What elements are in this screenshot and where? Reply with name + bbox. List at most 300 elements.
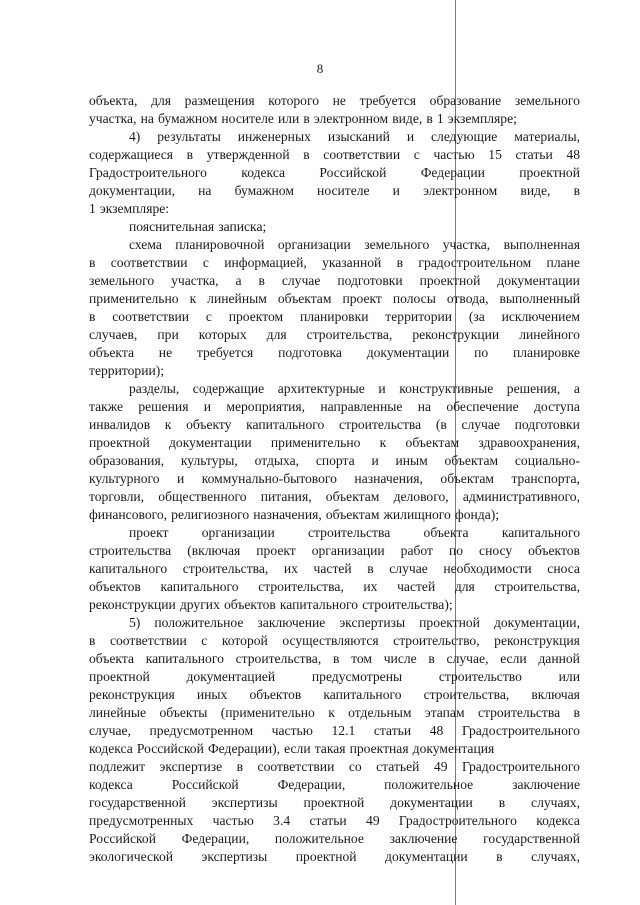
word: линейного <box>519 327 580 342</box>
word: объектов <box>89 579 141 594</box>
word: электронном <box>313 111 389 126</box>
word: иным <box>395 453 428 468</box>
word: в <box>89 309 96 324</box>
word: государственной <box>483 831 580 846</box>
word: полосы <box>392 291 436 306</box>
word: проектной <box>295 849 357 864</box>
word: положительное <box>274 831 364 846</box>
word: документации <box>385 849 468 864</box>
word: для <box>454 579 475 594</box>
text-line <box>89 470 580 488</box>
body-text <box>89 92 580 866</box>
word: статьи <box>373 723 412 738</box>
text-line <box>89 236 580 254</box>
word: содержащие <box>192 381 265 396</box>
word: осуществляются <box>282 633 379 648</box>
word: данной <box>538 651 580 666</box>
word: числе <box>383 651 417 666</box>
word: объектам <box>325 507 380 522</box>
word: соответствии <box>323 147 401 162</box>
word: здравоохранения, <box>478 435 580 450</box>
word: (включая <box>187 543 241 558</box>
word: и <box>177 471 185 486</box>
word: строительства, <box>258 579 344 594</box>
text-line <box>89 452 580 470</box>
word: строительства); <box>362 597 453 612</box>
word: реконструкция <box>494 633 580 648</box>
text-line <box>89 146 580 164</box>
text-line <box>89 704 580 722</box>
word: соответствии <box>110 255 188 270</box>
text-line <box>89 434 580 452</box>
word: материалы, <box>514 129 580 144</box>
word: документации <box>366 345 450 360</box>
word: экспертизе <box>159 759 223 774</box>
word: объектов <box>249 687 302 702</box>
word: коммунально-бытового <box>201 471 337 486</box>
word: с <box>205 309 212 324</box>
text-line <box>89 560 580 578</box>
word: для <box>266 327 287 342</box>
word: бумажном <box>234 183 294 198</box>
word: делового, <box>393 489 449 504</box>
text-line <box>89 380 580 398</box>
word: которой <box>221 633 268 648</box>
word: в <box>426 111 433 126</box>
word: пояснительная <box>129 219 215 234</box>
word: заключение <box>257 615 326 630</box>
word: заключение <box>389 831 458 846</box>
word: носителе <box>317 183 370 198</box>
word: записка; <box>218 219 267 234</box>
word: 4) <box>129 129 141 144</box>
word: обеспечение <box>446 399 519 414</box>
text-line <box>89 182 580 200</box>
word: планировочной <box>175 237 265 252</box>
word: организации <box>311 543 385 558</box>
word: строительства, <box>423 687 510 702</box>
word: 15 <box>488 147 502 162</box>
word: документации <box>169 435 252 450</box>
word: организации <box>277 237 351 252</box>
word: объекта <box>89 345 135 360</box>
word: 12.1 <box>331 723 356 738</box>
word: подготовки <box>337 273 403 288</box>
text-line <box>89 398 580 416</box>
text-line <box>89 524 580 542</box>
word: а <box>573 381 580 396</box>
word: архитектурные <box>277 381 365 396</box>
word: экспертизы <box>211 795 278 810</box>
text-line <box>89 596 580 614</box>
word: документации <box>390 795 473 810</box>
word: общественного <box>158 489 247 504</box>
word: Российской <box>89 831 156 846</box>
word: носителе <box>221 111 274 126</box>
word: проектом <box>228 309 284 324</box>
word: организации <box>201 525 275 540</box>
word: и <box>378 381 386 396</box>
word: случае <box>281 273 321 288</box>
word: 1 <box>89 201 96 216</box>
word: отвода, <box>446 291 489 306</box>
word: в <box>258 273 265 288</box>
word: для <box>151 93 172 108</box>
word: положительное <box>154 615 244 630</box>
word: строительства, <box>306 327 393 342</box>
word: плане <box>546 255 580 270</box>
word: соответствии <box>112 309 190 324</box>
word: объектам <box>440 471 494 486</box>
word: проект <box>129 525 169 540</box>
word: в <box>573 183 580 198</box>
text-line <box>89 740 580 758</box>
word: частью <box>433 147 475 162</box>
word: кодекса <box>536 813 580 828</box>
word: экземпляре; <box>447 111 517 126</box>
word: территории <box>385 309 453 324</box>
word: проектной <box>89 669 150 684</box>
word: решения, <box>506 381 561 396</box>
word: по <box>474 345 489 360</box>
word: административного, <box>462 489 580 504</box>
word: планировки <box>299 309 369 324</box>
word: утвержденной <box>206 147 290 162</box>
word: случаев, <box>89 327 138 342</box>
word: частью <box>212 813 254 828</box>
word: и <box>371 453 379 468</box>
word: экземпляре: <box>99 201 170 216</box>
word: случае, <box>446 651 489 666</box>
word: предусмотренных <box>89 813 194 828</box>
word: доступа <box>534 399 580 414</box>
word: положительное <box>384 777 474 792</box>
word: фонда); <box>454 507 500 522</box>
word: статьи <box>515 147 553 162</box>
text-line <box>89 794 580 812</box>
word: в <box>428 651 435 666</box>
text-line <box>89 344 580 362</box>
word: результаты <box>157 129 221 144</box>
text-line <box>89 614 580 632</box>
word: государственной <box>89 795 186 810</box>
word: в <box>89 255 96 270</box>
text-line <box>89 578 580 596</box>
word: кодекса <box>241 165 286 180</box>
word: том <box>351 651 372 666</box>
word: в <box>498 795 506 810</box>
word: подготовки <box>514 417 580 432</box>
word: в <box>367 561 374 576</box>
word: инженерных <box>237 129 311 144</box>
word: к <box>328 705 335 720</box>
word: (применительно <box>220 705 315 720</box>
word: с <box>413 147 420 162</box>
word: отдыха, <box>254 453 300 468</box>
word: частей <box>313 561 352 576</box>
word: образования, <box>89 453 165 468</box>
word: участка, <box>89 111 137 126</box>
word: капитального <box>501 525 580 540</box>
text-line <box>89 506 580 524</box>
word: объекта <box>423 525 469 540</box>
word: 48 <box>429 723 444 738</box>
word: реконструкции <box>412 327 500 342</box>
word: требуется <box>359 93 417 108</box>
word: Градостроительного <box>461 723 580 738</box>
word: иных <box>196 687 228 702</box>
word: реконструкции <box>89 597 176 612</box>
word: если <box>500 651 527 666</box>
word: содержащиеся <box>89 147 174 162</box>
word: не <box>158 345 173 360</box>
text-line <box>89 128 580 146</box>
word: документации, <box>493 615 580 630</box>
word: линейные <box>89 705 147 720</box>
word: социально- <box>514 453 580 468</box>
word: реконструкция <box>89 687 175 702</box>
word: и <box>203 399 212 414</box>
word: капитального <box>160 579 239 594</box>
word: к <box>379 435 387 450</box>
word: с <box>202 255 209 270</box>
word: указанной <box>322 255 382 270</box>
word: если <box>284 741 311 756</box>
word: (за <box>468 309 485 324</box>
word: в <box>89 633 96 648</box>
text-line <box>89 650 580 668</box>
word: строительство <box>438 669 522 684</box>
word: земельного <box>514 93 580 108</box>
word: проект <box>256 543 296 558</box>
word: других <box>179 597 220 612</box>
word: на <box>198 183 212 198</box>
word: виде, <box>520 183 551 198</box>
word: экспертизы <box>339 615 406 630</box>
word: случае <box>389 561 428 576</box>
word: Федерации, <box>181 831 250 846</box>
word: сносу <box>479 543 513 558</box>
text-line <box>89 812 580 830</box>
text-line <box>89 326 580 344</box>
word: в <box>303 147 310 162</box>
word: или <box>558 669 580 684</box>
word: культурного <box>89 471 160 486</box>
word: строительства <box>477 705 561 720</box>
word: градостроительном <box>418 255 532 270</box>
word: документацией <box>186 669 276 684</box>
word: подготовка <box>278 345 342 360</box>
text-line <box>89 668 580 686</box>
word: конструктивные <box>399 381 494 396</box>
word: проектной <box>419 273 481 288</box>
word: 49 <box>366 813 380 828</box>
word: назначения, <box>354 471 423 486</box>
word: проектной <box>519 165 580 180</box>
word: проект <box>342 291 382 306</box>
word: объектам <box>444 453 499 468</box>
word: документация <box>412 741 495 756</box>
text-line <box>89 164 580 182</box>
word: включая <box>531 687 580 702</box>
word: объекты <box>159 705 208 720</box>
text-line <box>89 686 580 704</box>
word: объекта <box>89 651 135 666</box>
word: следующие <box>431 129 498 144</box>
word: линейным <box>207 291 267 306</box>
word: применительно <box>270 435 361 450</box>
word: Градостроительного <box>461 759 580 774</box>
word: объекта, <box>89 93 138 108</box>
text-line <box>89 758 580 776</box>
word: Градостроительного <box>398 813 517 828</box>
word: 5) <box>129 615 141 630</box>
text-line <box>89 722 580 740</box>
word: к <box>189 291 197 306</box>
word: строительства, <box>182 561 269 576</box>
word: финансового, <box>89 507 168 522</box>
word: Федерации <box>420 165 485 180</box>
word: предусмотрены <box>311 669 403 684</box>
word: в <box>396 255 404 270</box>
word: Российской <box>171 777 239 792</box>
word: жилищного <box>383 507 451 522</box>
word: в <box>496 849 503 864</box>
word: капитального <box>279 597 359 612</box>
word: Градостроительного <box>89 165 207 180</box>
word: Российской <box>319 165 387 180</box>
word: документации, <box>89 183 176 198</box>
word: статьи <box>309 813 347 828</box>
word: объекту <box>186 417 232 432</box>
word: с <box>201 633 208 648</box>
word: на <box>417 399 432 414</box>
word: Федерации), <box>207 741 281 756</box>
word: применительно <box>89 291 179 306</box>
text-line <box>89 92 580 110</box>
word: предусмотренном <box>149 723 254 738</box>
word: строительства, <box>494 579 580 594</box>
word: выполненная <box>503 237 580 252</box>
word: бумажном <box>157 111 218 126</box>
word: необходимости <box>443 561 532 576</box>
word: выполненный <box>499 291 580 306</box>
word: земельного <box>364 237 430 252</box>
word: участка, <box>171 273 219 288</box>
word: объектам <box>405 435 460 450</box>
word: образование <box>429 93 502 108</box>
word: религиозного <box>171 507 250 522</box>
text-line <box>89 542 580 560</box>
word: исключением <box>501 309 580 324</box>
text-line <box>89 416 580 434</box>
word: их <box>363 579 378 594</box>
word: этапам <box>424 705 465 720</box>
word: строительство, <box>393 633 480 648</box>
text-line <box>89 308 580 326</box>
word: строительства <box>89 543 172 558</box>
word: сноса <box>547 561 580 576</box>
word: направленные <box>320 399 403 414</box>
word: не <box>332 93 346 108</box>
word: кодекса <box>89 777 133 792</box>
text-line <box>89 488 580 506</box>
word: отдельным <box>348 705 412 720</box>
word: статьей <box>376 759 420 774</box>
word: капитального <box>246 417 325 432</box>
text-line <box>89 362 580 380</box>
word: экспертизы <box>201 849 268 864</box>
word: инвалидов <box>89 417 151 432</box>
word: в <box>236 759 244 774</box>
word: Российской <box>136 741 204 756</box>
word: торговли, <box>89 489 145 504</box>
word: при <box>157 327 179 342</box>
word: территории); <box>89 363 165 378</box>
text-line <box>89 254 580 272</box>
word: в <box>332 651 340 666</box>
text-line <box>89 848 580 866</box>
word: соответствии <box>257 759 335 774</box>
word: экологической <box>89 849 174 864</box>
word: которых <box>198 327 247 342</box>
word: проектной <box>303 795 365 810</box>
word: в <box>573 705 580 720</box>
word: объектов <box>528 543 580 558</box>
word: назначения, <box>253 507 322 522</box>
word: размещения <box>184 93 255 108</box>
word: случае, <box>89 723 131 738</box>
word: земельного <box>89 273 155 288</box>
word: решения <box>138 399 189 414</box>
word: случае <box>461 417 500 432</box>
word: которого <box>268 93 319 108</box>
word: проектной <box>89 435 150 450</box>
word: объектам <box>277 291 332 306</box>
word: подлежит <box>89 759 146 774</box>
word: капитального <box>323 687 402 702</box>
word: участка, <box>442 237 491 252</box>
page-number: 8 <box>316 61 324 76</box>
word: разделы, <box>129 381 180 396</box>
word: соответствии <box>109 633 187 648</box>
word: культуры, <box>180 453 238 468</box>
word: изысканий <box>327 129 390 144</box>
word: объектам <box>325 489 380 504</box>
word: строительства, <box>235 651 322 666</box>
word: заключение <box>512 777 580 792</box>
word: проектной <box>419 615 480 630</box>
word: спорта <box>315 453 355 468</box>
word: к <box>164 417 172 432</box>
text-line <box>89 218 580 236</box>
word: и <box>406 129 415 144</box>
word: виде, <box>392 111 423 126</box>
word: их <box>283 561 298 576</box>
word: требуется <box>196 345 254 360</box>
word: документации <box>497 273 580 288</box>
word: случаях, <box>531 795 580 810</box>
word: также <box>89 399 123 414</box>
word: в <box>186 147 194 162</box>
word: капитального <box>89 561 168 576</box>
word: строительства <box>308 525 391 540</box>
text-line <box>89 632 580 650</box>
word: схема <box>129 237 162 252</box>
word: транспорта, <box>511 471 580 486</box>
word: 48 <box>566 147 580 162</box>
word: (в <box>435 417 447 432</box>
